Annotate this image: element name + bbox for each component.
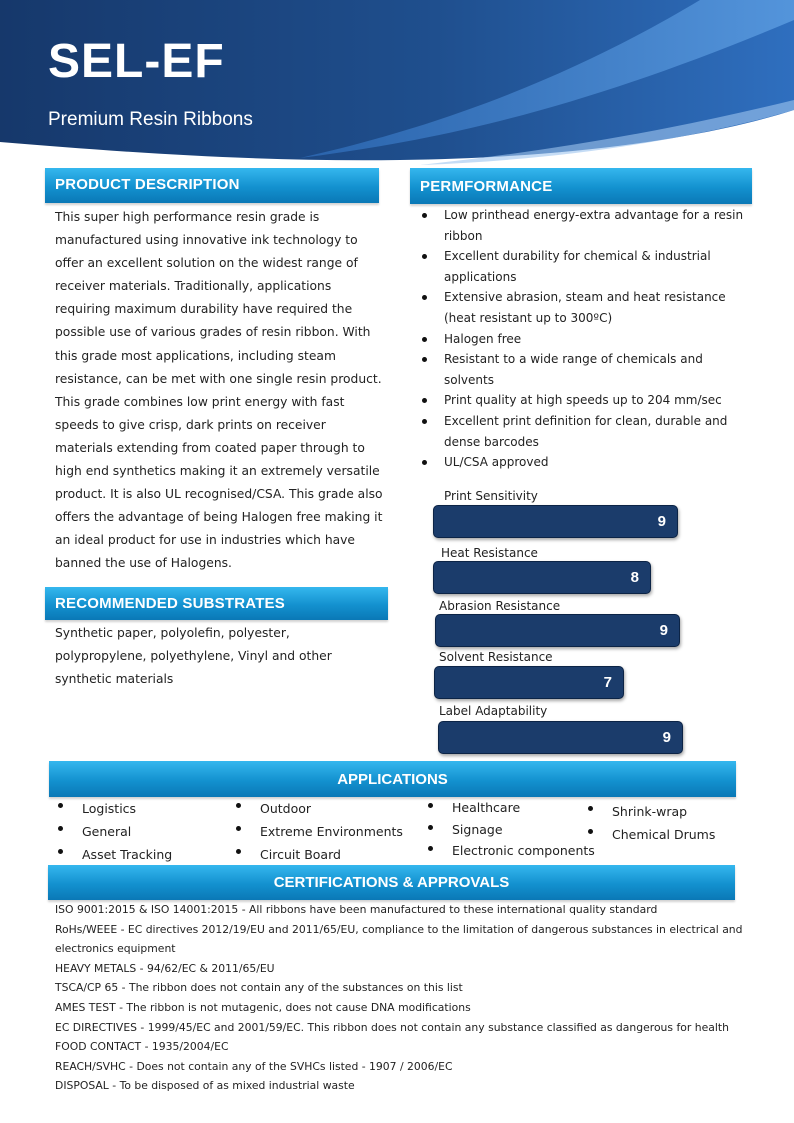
application-item: Shrink-wrap	[578, 800, 738, 823]
performance-item: Print quality at high speeds up to 204 mm/sec	[415, 390, 745, 411]
rating-label: Print Sensitivity	[444, 489, 538, 503]
certification-item: AMES TEST - The ribbon is not mutagenic, does not cause DNA modifications	[55, 1000, 471, 1014]
rating-bar	[433, 505, 678, 538]
rating-bar	[435, 614, 680, 647]
certifications-list	[55, 900, 745, 1096]
application-item: Asset Tracking	[48, 843, 218, 866]
rating-label: Heat Resistance	[441, 546, 538, 560]
rating-label: Abrasion Resistance	[439, 599, 561, 613]
performance-item: Excellent durability for chemical & industrial applications	[415, 246, 745, 287]
rating-value: 9	[659, 622, 668, 639]
certification-item: TSCA/CP 65 - The ribbon does not contain any of the substances on this list	[55, 981, 463, 995]
applications-heading-text: APPLICATIONS	[337, 771, 448, 788]
application-item: General	[48, 820, 218, 843]
rating-label: Solvent Resistance	[439, 650, 553, 664]
application-item: Healthcare	[418, 797, 598, 819]
application-item: Extreme Environments	[226, 820, 416, 843]
application-item: Outdoor	[226, 797, 416, 820]
applications-column	[418, 797, 598, 862]
document-subtitle: Premium Resin Ribbons	[48, 109, 253, 130]
document-title: SEL-EF	[48, 35, 225, 88]
rating-value: 9	[662, 729, 671, 746]
certification-item: EC DIRECTIVES - 1999/45/EC and 2001/59/EC. This ribbon does not contain any substance classified as dangerous for health	[55, 1020, 729, 1034]
application-item: Chemical Drums	[578, 823, 738, 846]
performance-list	[415, 205, 745, 473]
performance-item: Resistant to a wide range of chemicals and solvents	[415, 349, 745, 390]
certification-item: RoHs/WEEE - EC directives 2012/19/EU and 2011/65/EU, compliance to the limitation of dangerous substances in electrical and electronics equipment	[55, 922, 743, 956]
certification-item: ISO 9001:2015 & ISO 14001:2015 - All ribbons have been manufactured to these international quality standard	[55, 903, 658, 916]
performance-item: UL/CSA approved	[415, 452, 745, 473]
performance-item: Extensive abrasion, steam and heat resistance (heat resistant up to 300ºC)	[415, 287, 745, 328]
rating-value: 8	[630, 569, 639, 586]
performance-item: Halogen free	[415, 329, 745, 350]
rating-label: Label Adaptability	[439, 704, 548, 718]
performance-heading: PERMFORMANCE	[410, 168, 752, 204]
rating-bar	[433, 561, 651, 594]
rating-bar	[434, 666, 624, 699]
recommended-substrates-text: Synthetic paper, polyolefin, polyester, polypropylene, polyethylene, Vinyl and other synthetic materials	[55, 626, 332, 687]
performance-item: Low printhead energy-extra advantage for a resin ribbon	[415, 205, 745, 246]
product-description-heading: PRODUCT DESCRIPTION	[45, 168, 379, 203]
rating-bar	[438, 721, 683, 754]
applications-column	[226, 797, 416, 866]
product-description-text: This super high performance resin grade is manufactured using innovative ink technology to offer an excellent solution on the widest range of receiver materials. Traditionally, applications requiring maximum durability have required the possible use of various grades of resin ribbon. With this grade most applications, including steam resistance, can be met with one single resin product. This grade combines low print energy with fast speeds to give crisp, dark prints on receiver materials extending from coated paper through to high end synthetics making it an extremely versatile product. It is also UL recognised/CSA. This grade also offers the advantage of being Halogen free making it an ideal product for use in industries which have banned the use of Halogens.	[55, 210, 383, 571]
certification-item: REACH/SVHC - Does not contain any of the SVHCs listed - 1907 / 2006/EC	[55, 1059, 453, 1073]
application-item: Logistics	[48, 797, 218, 820]
application-item: Signage	[418, 819, 598, 841]
performance-item: Excellent print definition for clean, durable and dense barcodes	[415, 411, 745, 452]
certifications-heading	[48, 865, 735, 900]
applications-column	[578, 800, 738, 846]
certifications-heading-text: CERTIFICATIONS & APPROVALS	[273, 874, 510, 891]
recommended-substrates-heading: RECOMMENDED SUBSTRATES	[45, 587, 388, 620]
rating-value: 9	[657, 513, 666, 530]
application-item: Electronic components	[418, 840, 598, 862]
certification-item: FOOD CONTACT - 1935/2004/EC	[55, 1040, 229, 1054]
certification-item: DISPOSAL - To be disposed of as mixed industrial waste	[55, 1079, 355, 1093]
certification-item: HEAVY METALS - 94/62/EC & 2011/65/EU	[55, 961, 275, 975]
application-item: Circuit Board	[226, 843, 416, 866]
applications-heading	[49, 761, 736, 797]
rating-value: 7	[603, 674, 612, 691]
applications-column	[48, 797, 218, 866]
